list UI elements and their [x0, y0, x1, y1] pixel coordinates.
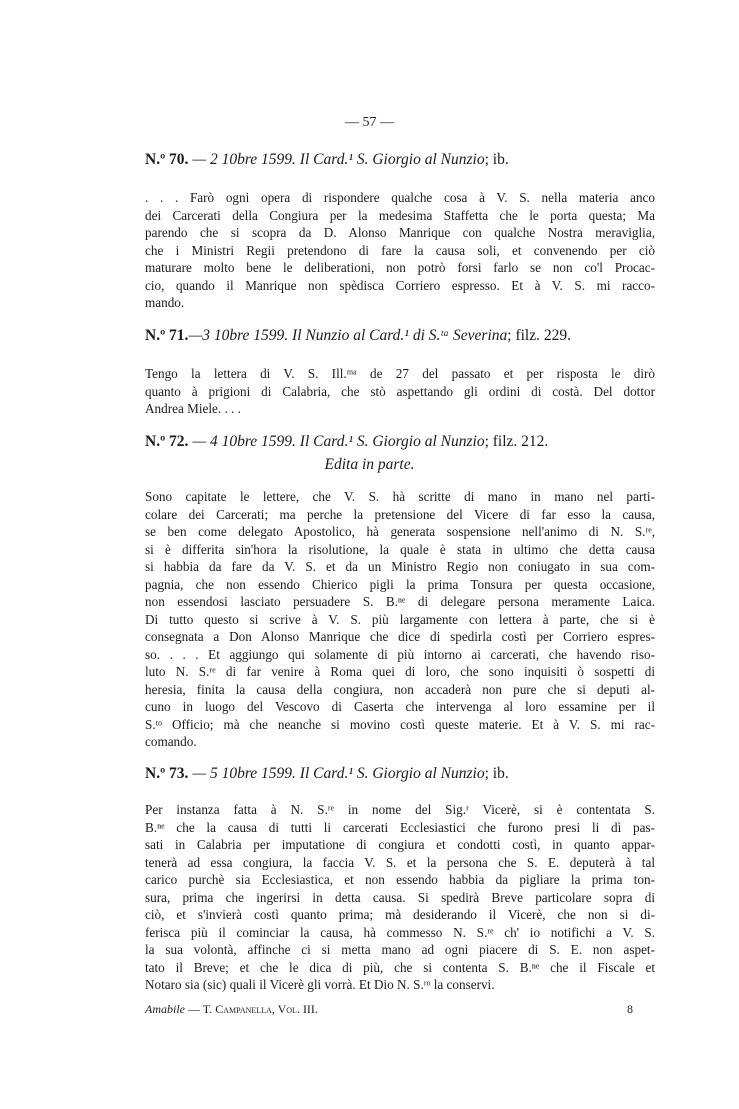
text-line: consegnata a Don Alonso Manrique che dice di spedirla costì per Corriero espres-: [145, 629, 655, 644]
text-line: sura, prima che ingerirsi in detta causa. Si spedirà Breve particolare sopra di: [145, 889, 655, 905]
document-body-72: [145, 488, 655, 751]
text-line: ferisca più il cominciar la causa, hà commesso N. S.ʳᵉ ch' io notifichi a V. S.: [145, 924, 655, 940]
text-line: colare dei Carcerati; ma perche la pretensione del Vicere di far esso la causa,: [145, 506, 655, 522]
text-line: si habbia da fare da V. S. et da un Ministro Regio non coniugato in sua com-: [145, 559, 655, 574]
text-line: S.ᵗᵒ Officio; mà che neanche si movino costì queste materie. Et à V. S. mi rac-: [145, 716, 655, 732]
text-line: sati in Calabria per imputatione di congiura et condotti costì, in quanto appar-: [145, 837, 655, 852]
document-heading-71: [145, 327, 571, 345]
text-line: pagnia, che non essendo Chierico pigli la prima Tonsura per questa occasione,: [145, 576, 655, 592]
document-source: ; filz. 212.: [484, 433, 549, 450]
edition-note: Edita in parte.: [324, 456, 415, 473]
text-line: Per instanza fatta à N. S.ʳᵉ in nome del Sig.ʳ Vicerè, si è contentata S.: [145, 802, 655, 817]
document-number: N.º 70.: [145, 151, 189, 168]
document-date-title: — 4 10bre 1599. Il Card.¹ S. Giorgio al Nunzio: [188, 433, 485, 450]
text-line: ciò, et s'invierà costì quanto prima; mà desiderando il Vicerè, che non si di-: [145, 907, 655, 922]
document-body-70: [145, 189, 655, 312]
text-line: si è differita sin'hora la risolutione, la quale è stata in ultimo che detta causa: [145, 541, 655, 557]
text-line: cio, quando il Manrique non spèdisca Corriero espresso. Et à V. S. mi racco-: [145, 277, 655, 293]
text-line: Andrea Miele. . . .: [145, 401, 241, 416]
text-line: maturare molto bene le deliberationi, non potrò forsi farlo se non co'l Procac-: [145, 260, 655, 275]
document-number: N.º 72.: [145, 433, 189, 450]
document-number: N.º 71.: [145, 327, 189, 344]
text-line: Notaro sia (sic) quali il Vicerè gli vorrà. Et Dio N. S.ʳᵒ la conservi.: [145, 977, 495, 992]
document-heading-70: [145, 151, 509, 169]
text-line: . . . Farò ogni opera di rispondere qualche cosa à V. S. nella materia anco: [145, 190, 655, 205]
document-source: ; ib.: [484, 765, 509, 782]
text-line: dei Carcerati della Congiura per la medesima Staffetta che le porta questa; Ma: [145, 207, 655, 223]
text-line: parendo che si scopra da D. Alonso Manrique con qualche Nostra meraviglia,: [145, 225, 655, 240]
footer-author: Amabile: [145, 1002, 185, 1016]
text-line: Sono capitate le lettere, che V. S. hà scritte di mano in mano nel parti-: [145, 489, 655, 504]
text-line: Di tutto questo si scrive à V. S. più largamente con lettera à parte, che si è: [145, 611, 655, 627]
text-line: heresia, finita la causa della congiura, non accaderà non pure che si deputi al-: [145, 681, 655, 697]
text-line: se ben come delegato Apostolico, hà generata sospensione nell'animo di N. S.ʳᵉ,: [145, 524, 655, 539]
text-line: B.ⁿᵉ che la causa di tutti li carcerati Ecclesiastici che furono presi li dì pas-: [145, 819, 655, 835]
text-line: che i Ministri Regii pretendono di fare la causa soli, et convenendo per ciò: [145, 242, 655, 258]
document-number: N.º 73.: [145, 765, 189, 782]
document-date-title: — 5 10bre 1599. Il Card.¹ S. Giorgio al Nunzio: [188, 765, 485, 782]
document-date-title: —3 10bre 1599. Il Nunzio al Card.¹ di S.ᵗᵃ Severina: [188, 327, 508, 344]
document-source: ; ib.: [484, 151, 509, 168]
text-line: tato il Breve; et che le dica di più, che si contenta S. B.ⁿᵉ che il Fiscale et: [145, 959, 655, 975]
text-line: mando.: [145, 295, 185, 310]
text-line: carico purchè sia Ecclesiastica, et non essendo habbia da pigliare la prima ton-: [145, 872, 655, 887]
signature-mark: 8: [627, 1002, 633, 1016]
document-date-title: — 2 10bre 1599. Il Card.¹ S. Giorgio al Nunzio: [188, 151, 485, 168]
text-line: luto N. S.ʳᵉ di far venire à Roma quei di loro, che sono inquisiti ò sospetti di: [145, 664, 655, 679]
text-line: comando.: [145, 734, 197, 749]
document-body-71: [145, 365, 655, 418]
text-line: quanto à prigioni di Calabria, che stò aspettando gli ordini di costà. Del dottor: [145, 383, 655, 399]
text-line: la sua volontà, affinche ci si metta mano ad ogni piacere di S. E. non aspet-: [145, 942, 655, 957]
text-line: tenerà ad essa congiura, la faccia V. S. et la persona che S. E. deputerà à tal: [145, 854, 655, 870]
text-line: Tengo la lettera di V. S. Ill.ᵐᵃ de 27 del passato et per risposta le dirò: [145, 366, 655, 381]
text-line: cuno in luogo del Vescovo di Caserta che intervenga al loro essamine per il: [145, 699, 655, 714]
page-footer: [145, 1002, 633, 1017]
text-line: non essendosi lasciato persuadere S. B.ⁿᵉ di delegare persona meramente Laica.: [145, 594, 655, 609]
document-heading-72: [145, 433, 548, 451]
text-line: so. . . . Et aggiungo qui solamente di più intorno ai carcerati, che havendo riso-: [145, 646, 655, 662]
document-body-73: [145, 801, 655, 994]
document-heading-73: [145, 765, 509, 783]
page-number: — 57 —: [345, 115, 394, 130]
document-source: ; filz. 229.: [507, 327, 571, 344]
footer-work: — T. Campanella, Vol. III.: [185, 1002, 318, 1016]
